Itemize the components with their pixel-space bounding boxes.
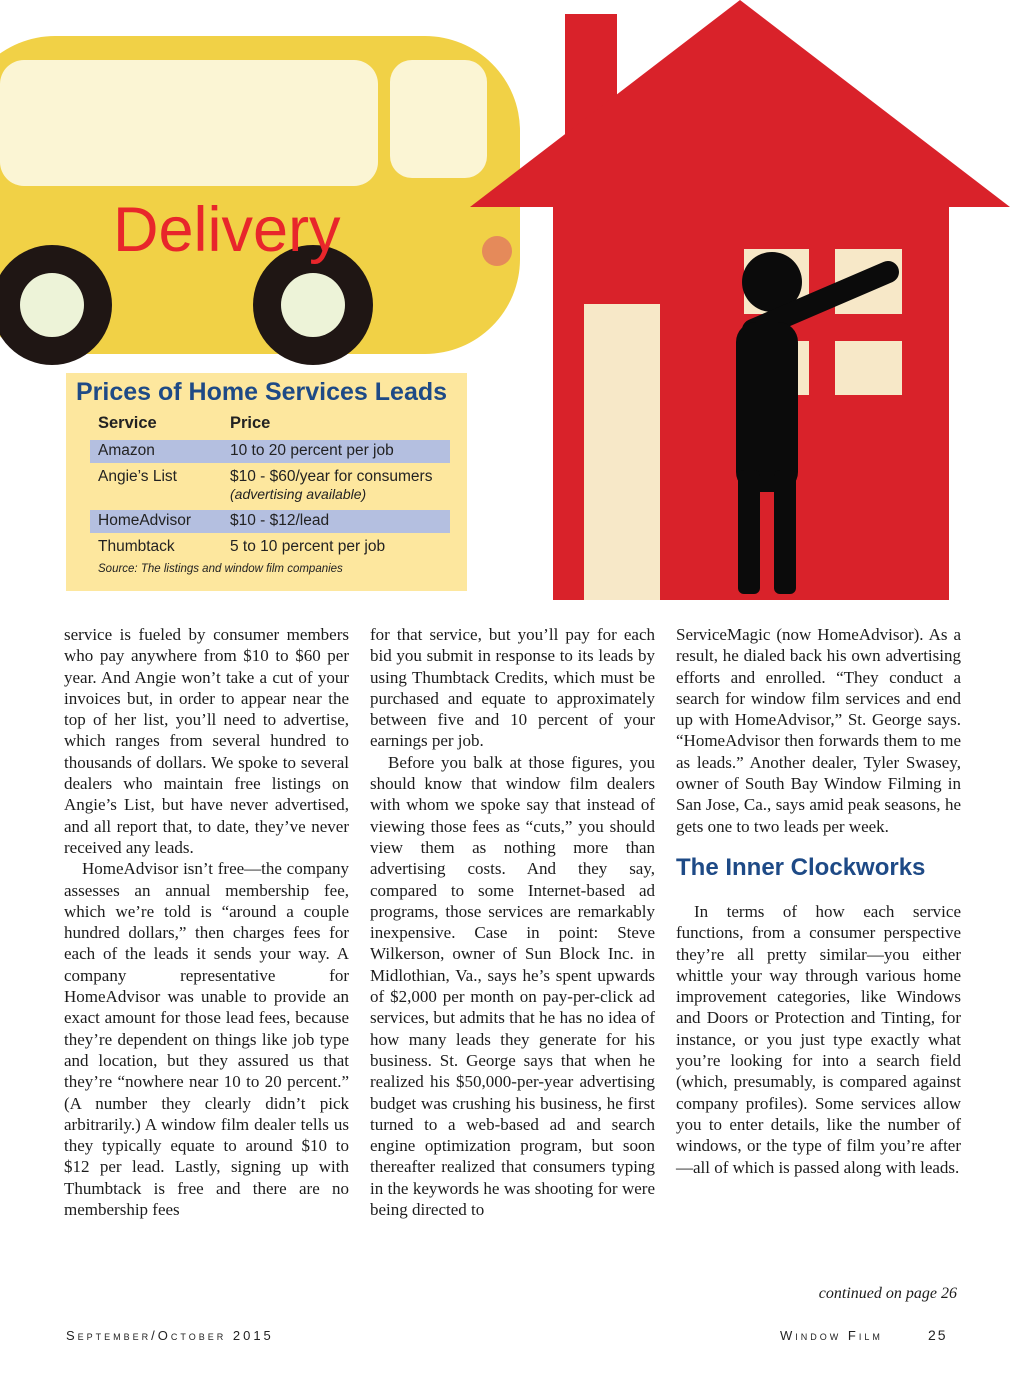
row-service: Amazon (98, 442, 155, 459)
paragraph: service is fueled by consumer members who pay anywhere from $10 to $60 per year. And Angie won’t take a cut of your invoices but, in order to appear near the top of her list, you’ll need to advertise, which ranges from several hundred to thousands of dollars. We spoke to several dealers who maintain free listings on Angie’s List, but have never advertised, and all report that, to date, they’ve never received any leads. (64, 625, 349, 857)
paragraph: ServiceMagic (now HomeAdvisor). As a result, he dialed back his own advertising efforts and enrolled. “They conduct a search for window film services and end up with HomeAdvisor,” St. George says. “HomeAdvisor then forwards them to me as leads.” Another dealer, Tyler Swasey, owner of South Bay Window Filming in San Jose, Ca., says amid peak seasons, he gets one to two leads per week. (676, 625, 961, 836)
section-subheading: The Inner Clockworks (676, 853, 926, 881)
row-service: HomeAdvisor (98, 512, 192, 529)
table-title: Prices of Home Services Leads (76, 378, 448, 406)
row-service: Angie’s List (98, 468, 177, 485)
footer-issue: September/October 2015 (66, 1328, 274, 1343)
table-row (90, 536, 450, 559)
truck-label: Delivery (113, 195, 341, 265)
article-column-2 (370, 624, 655, 1220)
row-price: 10 to 20 percent per job (230, 442, 394, 459)
page-number: 25 (928, 1327, 948, 1343)
paragraph: Before you balk at those figures, you should know that window film dealers with whom we spoke say that instead of viewing those fees as “cuts,” you should view them as nothing more than advertising costs. And they say, compared to some Internet-based ad programs, those services are remarkably inexpensive. Case in point: Steve Wilkerson, owner of Sun Block Inc. in Midlothian, Va., says he’s spent upwards of $2,000 per month on pay-per-click ad services, but admits that he has no idea of how many leads they generate for his business. St. George says that when he realized his $50,000-per-year advertising budget was crushing his business, he first turned to a web-based ad and search engine optimization program, but soon thereafter realized that consumers typing in the keywords he was shooting for were being directed to (370, 752, 655, 1220)
row-price: 5 to 10 percent per job (230, 538, 386, 555)
row-price: $10 - $60/year for consumers (230, 468, 433, 485)
paragraph: HomeAdvisor isn’t free—the company assesses an annual membership fee, which we’re told is “around a couple hundred dollars,” then charges fees for each of the leads it sends your way. A company representative for HomeAdvisor was unable to provide an exact amount for those lead fees, because they’re dependent on things like job type and location, but they assured us that they’re “nowhere near 10 to 20 percent.” (A number they clearly didn’t pick arbitrarily.) A window film dealer tells us they typically equate to around $10 to $12 per lead. Lastly, signing up with Thumbtack is free and there are no membership fees (64, 859, 349, 1220)
article-column-1 (64, 624, 349, 1220)
paragraph: In terms of how each service functions, from a consumer perspective they’re all pretty similar—you either whittle your way through various home improvement categories, like Windows and Doors or Protection and Tinting, for instance, or you just type exactly what you’re looking for into a search field (which, presumably, is compared against company profiles). Some services allow you to enter details, like the number of windows, or the type of film you’re after—all of which is passed along with leads. (676, 901, 961, 1177)
paragraph: for that service, but you’ll pay for each bid you submit in response to its leads by using Thumbtack Credits, which must be purchased and equate to approximately between five and 10 percent of your earnings per job. (370, 625, 655, 751)
row-note: (advertising available) (230, 486, 367, 502)
continued-note: continued on page 26 (818, 1285, 957, 1302)
footer-magazine: Window Film (780, 1328, 883, 1343)
table-header-price: Price (230, 414, 271, 432)
table-row (90, 466, 450, 510)
delivery-truck-illustration (0, 36, 520, 365)
table-row (90, 440, 450, 463)
table-source: Source: The listings and window film companies (98, 563, 343, 575)
row-service: Thumbtack (98, 538, 175, 555)
row-price: $10 - $12/lead (230, 512, 330, 529)
article-column-3 (676, 624, 961, 1178)
table-header-service: Service (98, 414, 157, 432)
table-row (90, 510, 450, 533)
price-table (66, 373, 467, 591)
